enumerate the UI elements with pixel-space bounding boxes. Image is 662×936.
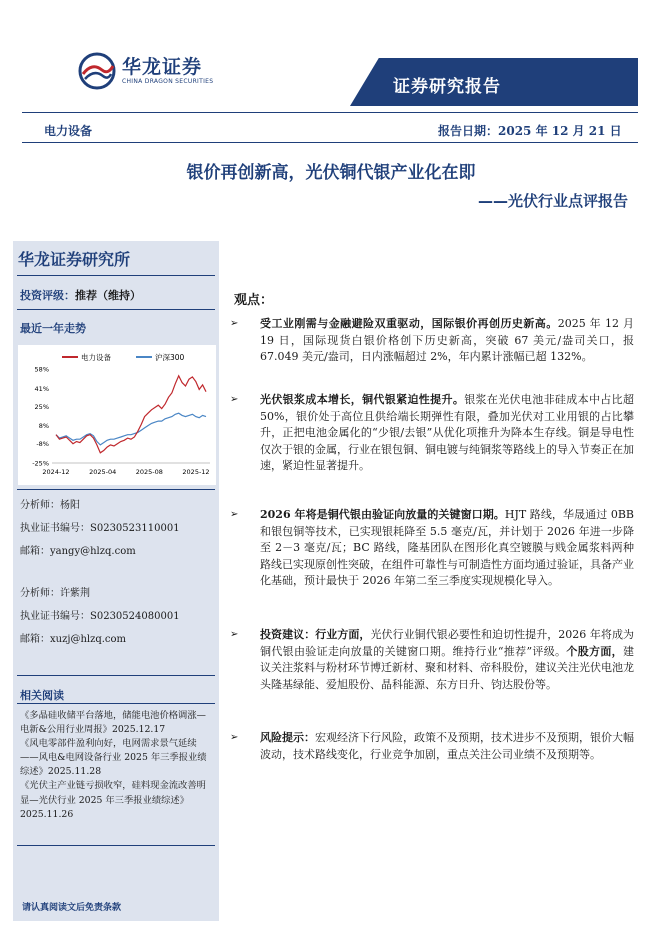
report-subtitle: ——光伏行业点评报告 bbox=[477, 192, 628, 210]
legend-label-index: 沪深300 bbox=[155, 353, 185, 362]
viewpoints-heading: 观点： bbox=[234, 293, 274, 308]
series-line-sector bbox=[56, 376, 206, 453]
sidebar-divider bbox=[17, 275, 215, 276]
point-5 bbox=[230, 730, 634, 763]
institute-name: 华龙证券研究所 bbox=[18, 250, 131, 269]
trend-chart-svg bbox=[18, 345, 216, 485]
y-tick-label: -25% bbox=[32, 459, 49, 468]
arrow-bullet-icon: ➢ bbox=[230, 318, 239, 329]
arrow-bullet-icon: ➢ bbox=[230, 732, 239, 743]
related-item[interactable]: 《光伏主产业链亏损收窄，硅料现金流改善明显—光伏行业 2025 年三季报业绩综述》2025.11.26 bbox=[20, 780, 206, 820]
point-2-text: 银浆在光伏电池非硅成本中占比超 50%，银价处于高位且供给端长期弹性有限，叠加光伏对工业用银的占比攀升，正把电池金属化的“少银/去银”从优化项推升为降本生存线。铜是导电性仅次于银的金属，行业在银包铜、铜电镀与纯铜浆等路线上的导入节奏正在加速，紧迫性显著提升。 bbox=[260, 393, 634, 473]
y-tick-label: -8% bbox=[36, 440, 49, 449]
analyst-1-name: 分析师：杨阳 bbox=[20, 500, 80, 511]
sidebar-divider bbox=[17, 489, 215, 490]
report-title: 银价再创新高，光伏铜代银产业化在即 bbox=[186, 163, 476, 183]
header-divider bbox=[22, 112, 638, 113]
sidebar-divider bbox=[17, 845, 215, 846]
report-date: 报告日期：2025 年 12 月 21 日 bbox=[438, 124, 622, 138]
company-logo bbox=[78, 50, 228, 94]
related-item[interactable]: 《风电零部件盈利向好，电网需求景气延续——风电&电网设备行业 2025 年三季报业绩综述》2025.11.28 bbox=[20, 738, 207, 778]
point-1-headline: 受工业刚需与金融避险双重驱动，国际银价再创历史新高。 bbox=[260, 317, 558, 330]
analyst-2-name: 分析师：许紫荆 bbox=[20, 588, 90, 599]
point-4 bbox=[230, 627, 634, 693]
sidebar-divider bbox=[17, 309, 215, 310]
series-line-index bbox=[56, 413, 206, 445]
trend-chart bbox=[18, 345, 216, 485]
x-tick-label: 2025-08 bbox=[135, 468, 163, 476]
logo-text: 华龙证券 bbox=[122, 56, 203, 78]
analyst-1-cert: 执业证书编号：S0230523110001 bbox=[20, 523, 180, 534]
header-divider-lower bbox=[22, 142, 638, 143]
related-reading-title: 相关阅读 bbox=[20, 689, 64, 702]
y-tick-label: 25% bbox=[34, 402, 49, 411]
trend-title: 最近一年走势 bbox=[20, 322, 86, 335]
logo-english-text: CHINA DRAGON SECURITIES bbox=[122, 78, 214, 85]
y-tick-label: 58% bbox=[34, 365, 49, 374]
related-reading-list bbox=[20, 709, 214, 822]
point-4-headline: 投资建议：行业方面， bbox=[260, 628, 371, 641]
analyst-2-cert: 执业证书编号：S0230524080001 bbox=[20, 611, 180, 622]
point-4-text: 光伏行业铜代银必要性和迫切性提升，2026 年将成为铜代银由验证走向放量的关键窗口期。维持行业“推荐”评级。 bbox=[260, 628, 634, 658]
x-tick-label: 2024-12 bbox=[42, 468, 70, 476]
arrow-bullet-icon: ➢ bbox=[230, 629, 239, 640]
dragon-logo-icon bbox=[78, 52, 116, 90]
legend-label-sector: 电力设备 bbox=[81, 353, 111, 362]
point-5-text: 宏观经济下行风险，政策不及预期，技术进步不及预期，银价大幅波动，技术路线变化，行业竞争加剧，重点关注公司业绩不及预期等。 bbox=[260, 731, 634, 761]
arrow-bullet-icon: ➢ bbox=[230, 394, 239, 405]
point-1 bbox=[230, 316, 634, 366]
sidebar-divider bbox=[17, 703, 215, 704]
point-3 bbox=[230, 507, 634, 590]
point-2 bbox=[230, 392, 634, 475]
x-tick-label: 2025-04 bbox=[89, 468, 117, 476]
banner-label: 证券研究报告 bbox=[393, 77, 501, 97]
sidebar bbox=[13, 241, 219, 921]
y-tick-label: 8% bbox=[38, 422, 49, 431]
investment-rating bbox=[20, 287, 141, 303]
point-2-headline: 光伏银浆成本增长，铜代银紧迫性提升。 bbox=[260, 393, 465, 406]
sidebar-divider bbox=[17, 675, 215, 676]
point-5-headline: 风险提示： bbox=[260, 731, 315, 744]
x-tick-label: 2025-12 bbox=[182, 468, 210, 476]
analyst-2-email[interactable]: 邮箱：xuzj@hlzq.com bbox=[20, 634, 127, 645]
industry-label: 电力设备 bbox=[44, 124, 93, 138]
point-1-text: 2025 年 12 月 19 日，国际现货白银价格创下历史新高，突破 67 美元/盎司关口，报 67.049 美元/盎司，日内涨幅超过 2%，年内累计涨幅已超 132%。 bbox=[260, 317, 635, 364]
rating-value: 推荐（维持） bbox=[75, 289, 141, 302]
rating-label: 投资评级： bbox=[20, 289, 75, 302]
point-4-text-2: 建议关注浆料与粉材环节博迁新材、聚和材料、帝科股份，建议关注光伏电池龙头隆基绿能、爱旭股份、晶科能源、东方日升、钧达股份等。 bbox=[260, 644, 635, 691]
point-3-headline: 2026 年将是铜代银由验证向放量的关键窗口期。 bbox=[260, 508, 505, 521]
point-4-headline-2: 个股方面， bbox=[566, 644, 624, 658]
y-tick-label: 41% bbox=[34, 384, 49, 393]
point-3-text: HJT 路线，华晟通过 0BB 和银包铜等技术，已实现银耗降至 5.5 毫克/瓦，并计划于 2026 年进一步降至 2－3 毫克/瓦；BC 路线，隆基团队在图形化真空镀膜与贱金属浆料两种路线已实现原创性突破，在组件可靠性与可制造性方面均通过验证，具备产业化基础，预计最快于 2026 年第二至三季度实现规模化导入。 bbox=[260, 508, 634, 588]
disclaimer-note: 请认真阅读文后免责条款 bbox=[22, 903, 122, 913]
arrow-bullet-icon: ➢ bbox=[230, 509, 239, 520]
analyst-1-email[interactable]: 邮箱：yangy@hlzq.com bbox=[20, 546, 136, 557]
related-item[interactable]: 《多晶硅收储平台落地，储能电池价格调涨—电新&公用行业周报》2025.12.17 bbox=[20, 710, 206, 736]
